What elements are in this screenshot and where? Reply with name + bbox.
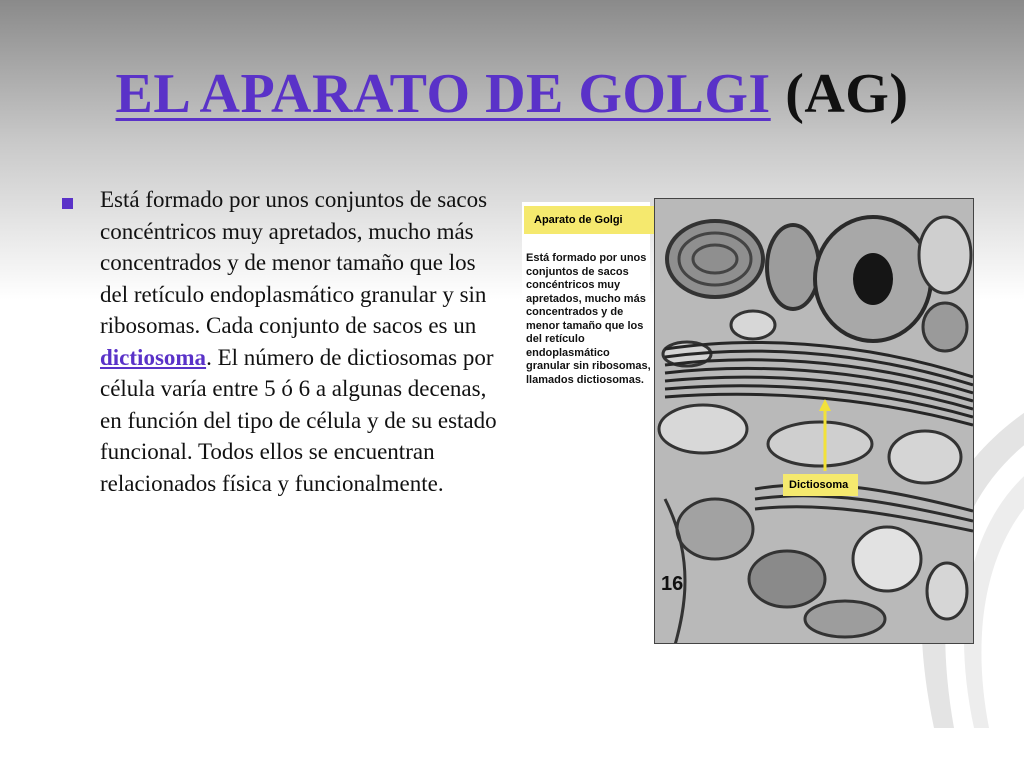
plate-number: 16 xyxy=(661,573,684,595)
golgi-figure xyxy=(518,198,974,644)
figure-caption xyxy=(522,202,650,426)
micrograph-image xyxy=(654,198,974,644)
body-text-part2: . El número de dictiosomas por célula varía entre 5 ó 6 a algunas decenas, en función del tipo de célula y de su estado funcional. Todos ellos se encuentran relacionados física y funcionalmente. xyxy=(100,344,497,496)
caption-body xyxy=(526,252,654,387)
caption-bold: dictiosomas. xyxy=(576,373,644,386)
body-text-part1: Está formado por unos conjuntos de sacos concéntricos muy apretados, mucho más concentrados y de menor tamaño que los del retículo endoplasmático granular y sin ribosomas. Cada conjunto de sacos es un xyxy=(100,187,488,338)
dictiosoma-label: Dictiosoma xyxy=(783,474,858,496)
dictiosoma-link[interactable]: dictiosoma xyxy=(100,344,207,370)
title-suffix: (AG) xyxy=(785,63,909,125)
caption-title: Aparato de Golgi xyxy=(524,206,654,234)
title-link[interactable]: EL APARATO DE GOLGI xyxy=(115,63,771,125)
caption-text: Está formado por unos conjuntos de sacos concéntricos muy apretados, mucho más concentrados y de menor tamaño que los del retículo endoplasmático granular sin ribosomas, llamados xyxy=(526,252,651,386)
micrograph-drawing xyxy=(655,199,974,644)
slide-title xyxy=(0,62,1024,126)
bullet-paragraph xyxy=(100,184,500,499)
bullet-square-icon xyxy=(62,198,73,209)
